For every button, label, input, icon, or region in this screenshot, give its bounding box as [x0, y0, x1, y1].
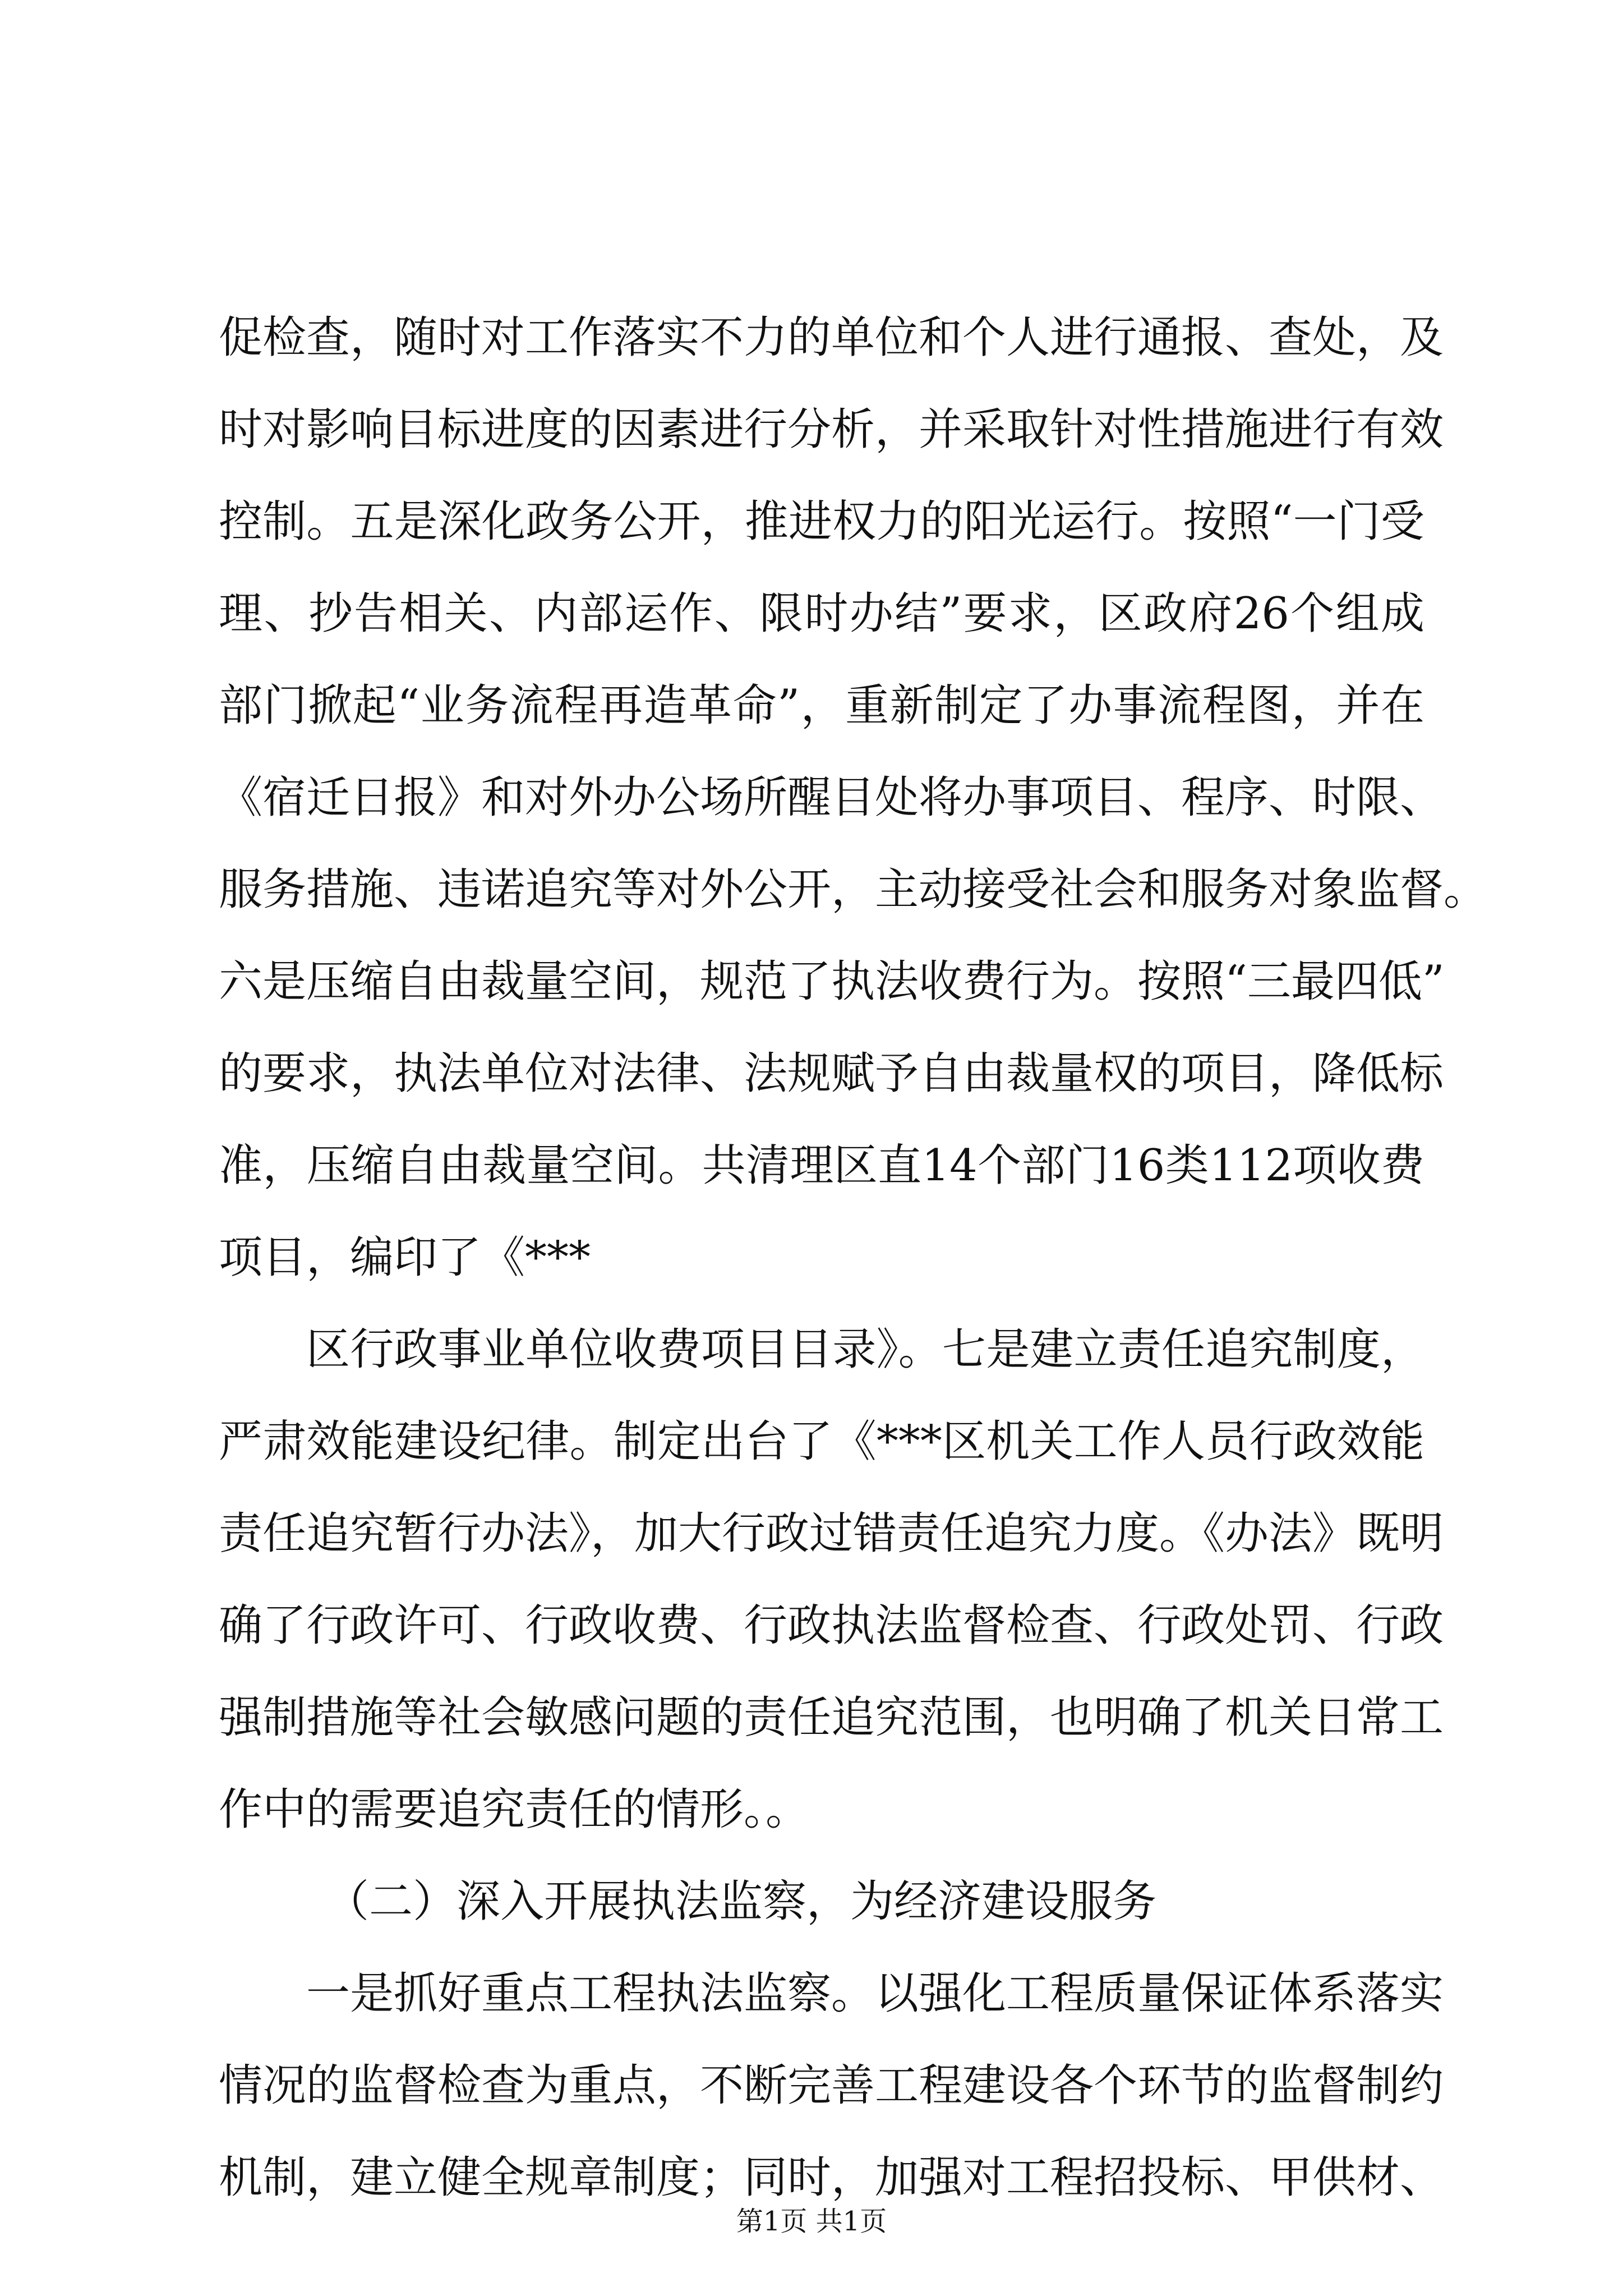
text-line: 确了行政许可、行政收费、行政执法监督检查、行政处罚、行政: [219, 1600, 1444, 1651]
text-line: 机制，建立健全规章制度；同时，加强对工程招投标、甲供材、: [219, 2152, 1444, 2203]
text-line: 控制。五是深化政务公开，推进权力的阳光运行。按照“一门受: [219, 496, 1424, 547]
text-line: 理、抄告相关、内部运作、限时办结”要求，区政府26个组成: [219, 588, 1424, 639]
section-heading: （二）深入开展执法监察，为经济建设服务: [325, 1876, 1157, 1927]
text-line: 服务措施、违诺追究等对外公开，主动接受社会和服务对象监督。: [219, 864, 1488, 915]
text-line: 责任追究暂行办法》，加大行政过错责任追究力度。《办法》既明: [219, 1508, 1444, 1559]
text-line: 部门掀起“业务流程再造革命”，重新制定了办事流程图，并在: [219, 680, 1424, 731]
document-body: [219, 292, 1488, 2224]
text-line: 准，压缩自由裁量空间。共清理区直14个部门16类112项收费: [219, 1140, 1424, 1191]
text-line: 情况的监督检查为重点，不断完善工程建设各个环节的监督制约: [219, 2060, 1444, 2111]
text-line: 促检查，随时对工作落实不力的单位和个人进行通报、查处，及: [219, 312, 1444, 363]
text-line: 时对影响目标进度的因素进行分析，并采取针对性措施进行有效: [219, 404, 1444, 455]
text-line: 区行政事业单位收费项目目录》。七是建立责任追究制度，: [306, 1324, 1424, 1375]
text-line: 项目，编印了《***: [219, 1232, 591, 1283]
text-line: 六是压缩自由裁量空间，规范了执法收费行为。按照“三最四低”: [219, 956, 1445, 1007]
text-line: 的要求，执法单位对法律、法规赋予自由裁量权的项目，降低标: [219, 1048, 1444, 1099]
text-line: 严肃效能建设纪律。制定出台了《***区机关工作人员行政效能: [219, 1416, 1424, 1467]
text-line: 强制措施等社会敏感问题的责任追究范围，也明确了机关日常工: [219, 1692, 1444, 1743]
text-line: 一是抓好重点工程执法监察。以强化工程质量保证体系落实: [306, 1968, 1444, 2019]
text-line: 《宿迁日报》和对外办公场所醒目处将办事项目、程序、时限、: [219, 772, 1444, 823]
page-number-footer: 第1页 共1页: [736, 2206, 887, 2237]
text-line: 作中的需要追究责任的情形。。: [219, 1784, 810, 1835]
